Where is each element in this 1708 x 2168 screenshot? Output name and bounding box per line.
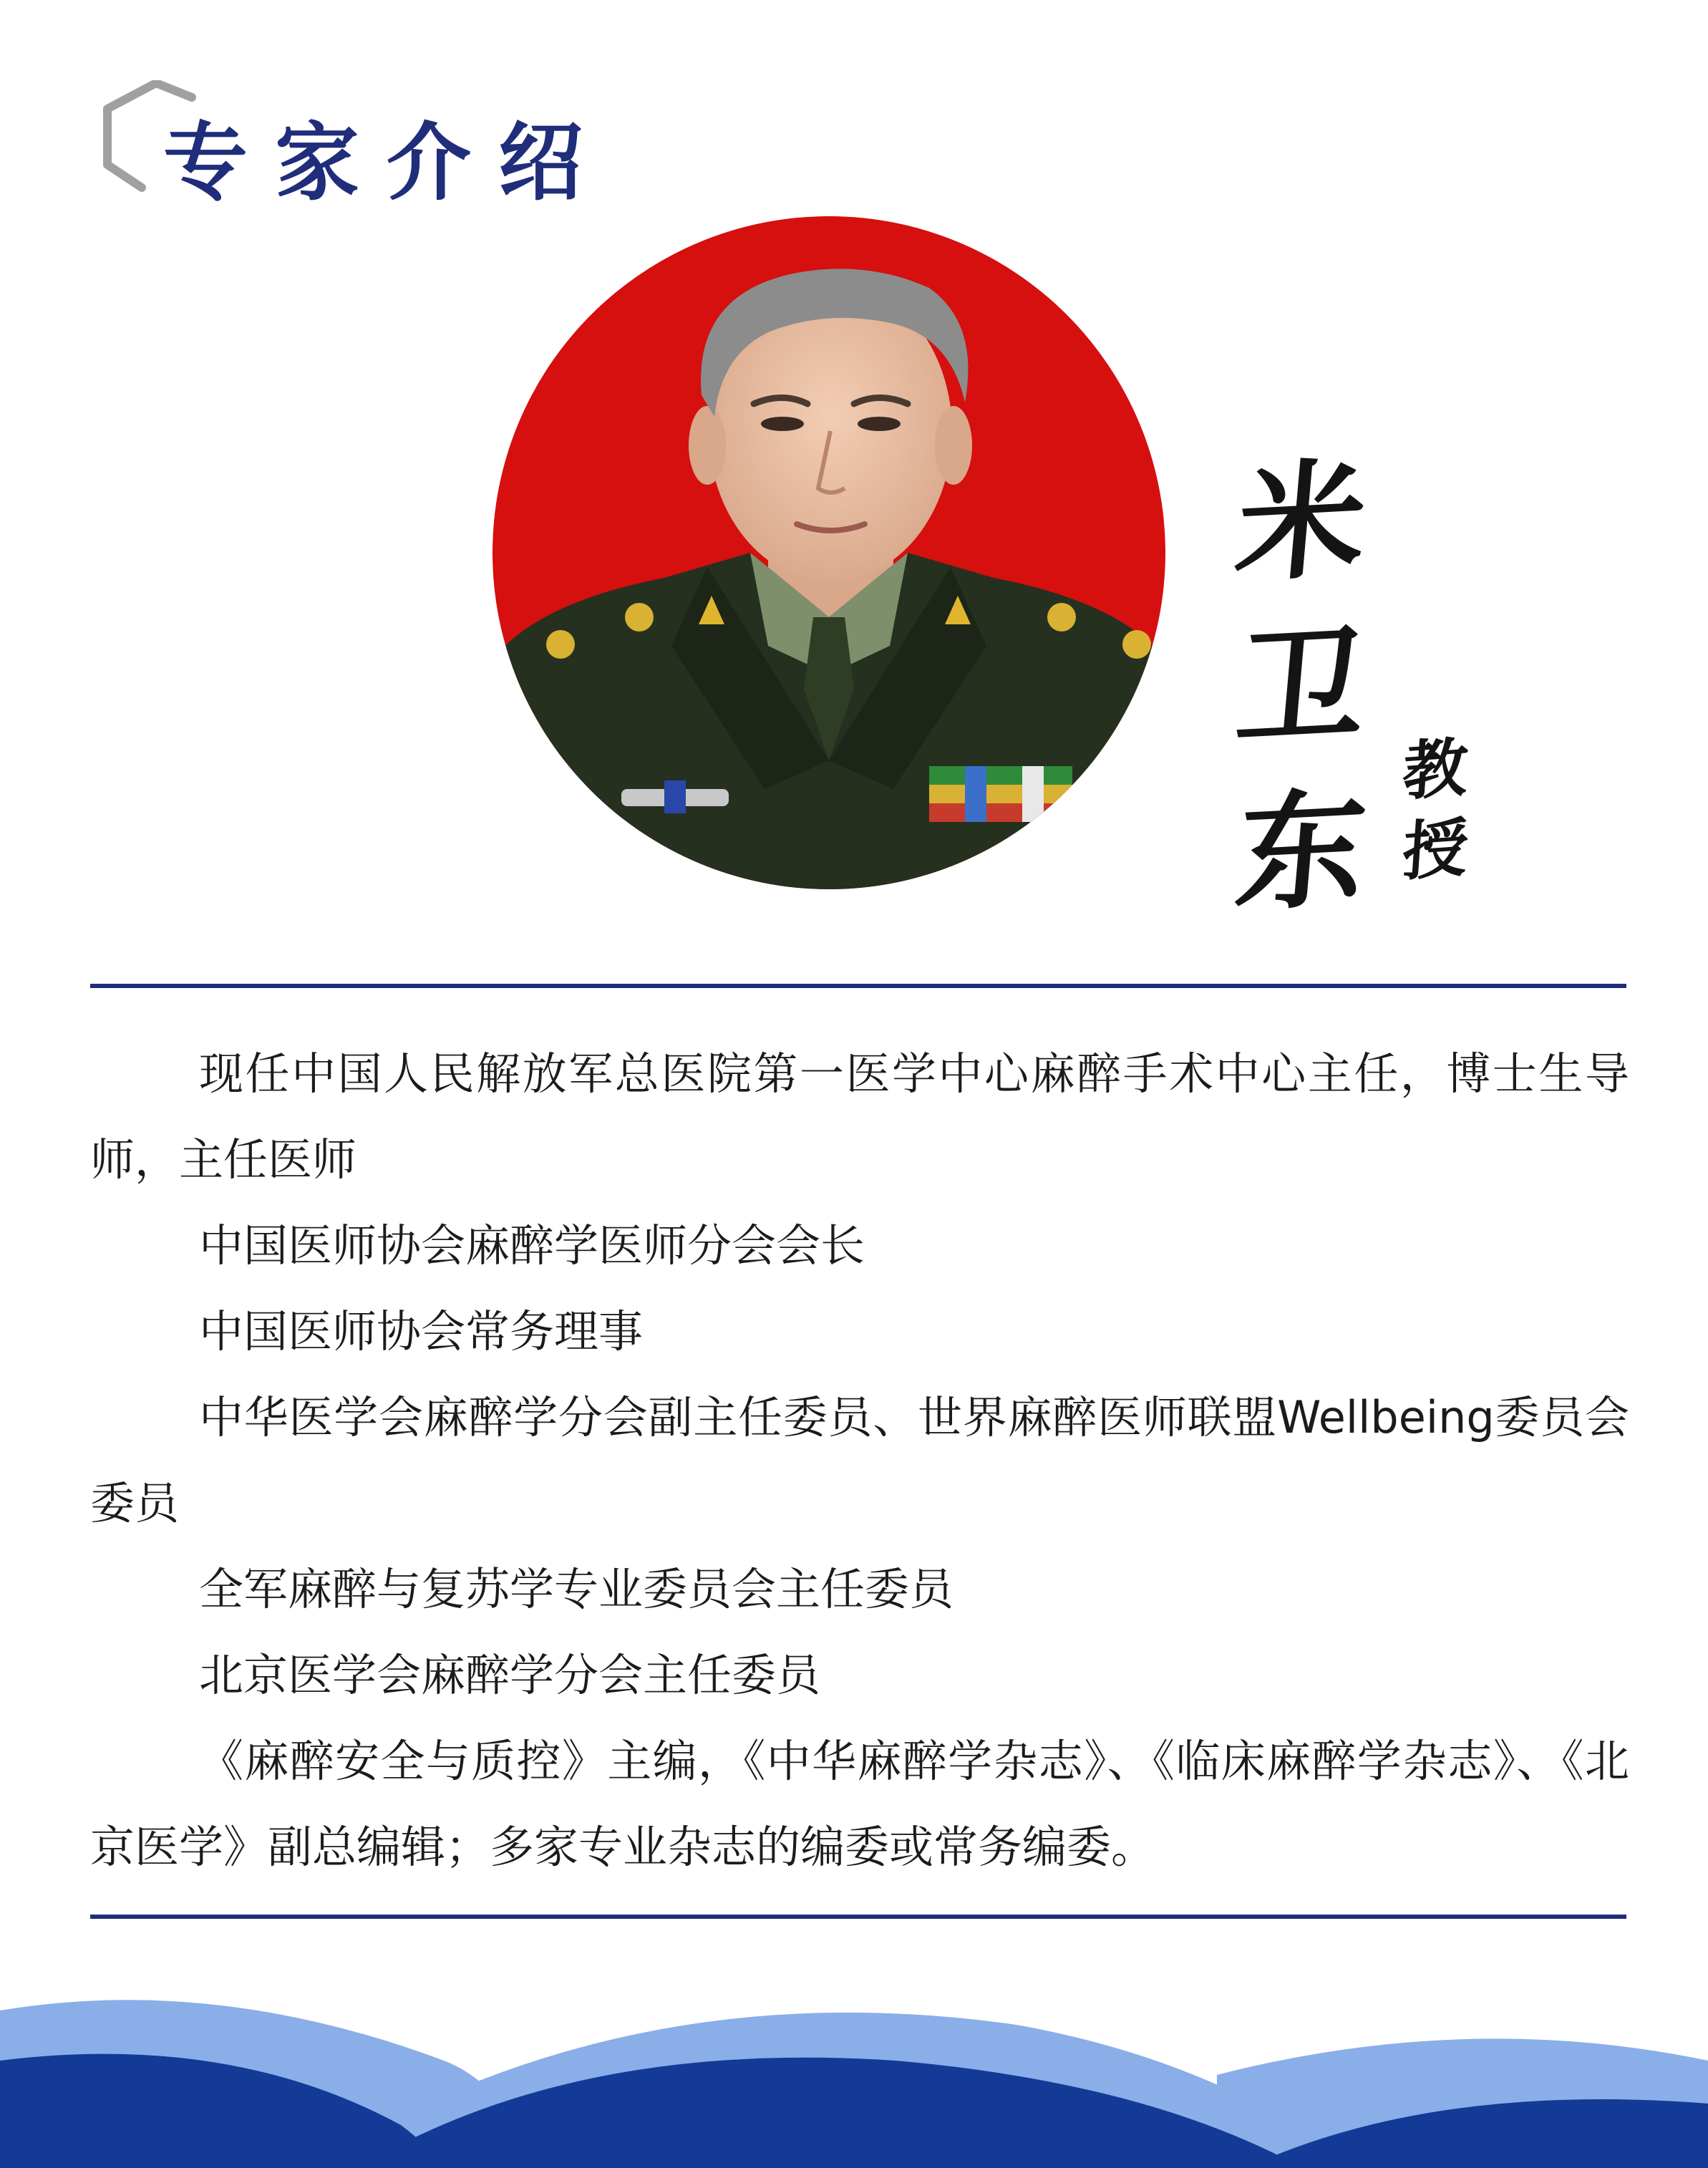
bio-paragraph: 现任中国人民解放军总医院第一医学中心麻醉手术中心主任，博士生导师，主任医师 (90, 1047, 1629, 1186)
bio-paragraph: 《麻醉安全与质控》主编，《中华麻醉学杂志》、《临床麻醉学杂志》、《北京医学》副总编辑；多家专业杂志的编委或常务编委。 (90, 1735, 1629, 1873)
top-divider (90, 984, 1626, 988)
bio-paragraph: 北京医学会麻醉学分会主任委员 (199, 1649, 821, 1701)
expert-name-char: 卫 (1231, 608, 1372, 765)
expert-title-signature (1396, 729, 1475, 898)
expert-name-char: 东 (1231, 773, 1372, 929)
bio-paragraph: 中国医师协会常务理事 (199, 1305, 644, 1358)
bio-paragraph: 中国医师协会麻醉学医师分会会长 (199, 1219, 865, 1272)
bio-paragraph: 中华医学会麻醉学分会副主任委员、世界麻醉医师联盟Wellbeing委员会委员 (90, 1391, 1629, 1529)
expert-portrait (492, 216, 1165, 889)
page-title: 专家介绍 (163, 113, 611, 212)
expert-name-signature (1230, 443, 1373, 952)
bio-paragraph: 全军麻醉与复苏学专业委员会主任委员 (199, 1563, 954, 1615)
expert-title-char: 教 (1399, 729, 1471, 810)
bio-section (90, 1031, 1629, 1890)
bottom-divider (90, 1915, 1626, 1919)
expert-name-char: 米 (1231, 443, 1372, 600)
bottom-wave-decoration (0, 1982, 1708, 2168)
expert-title-char: 授 (1399, 809, 1471, 891)
